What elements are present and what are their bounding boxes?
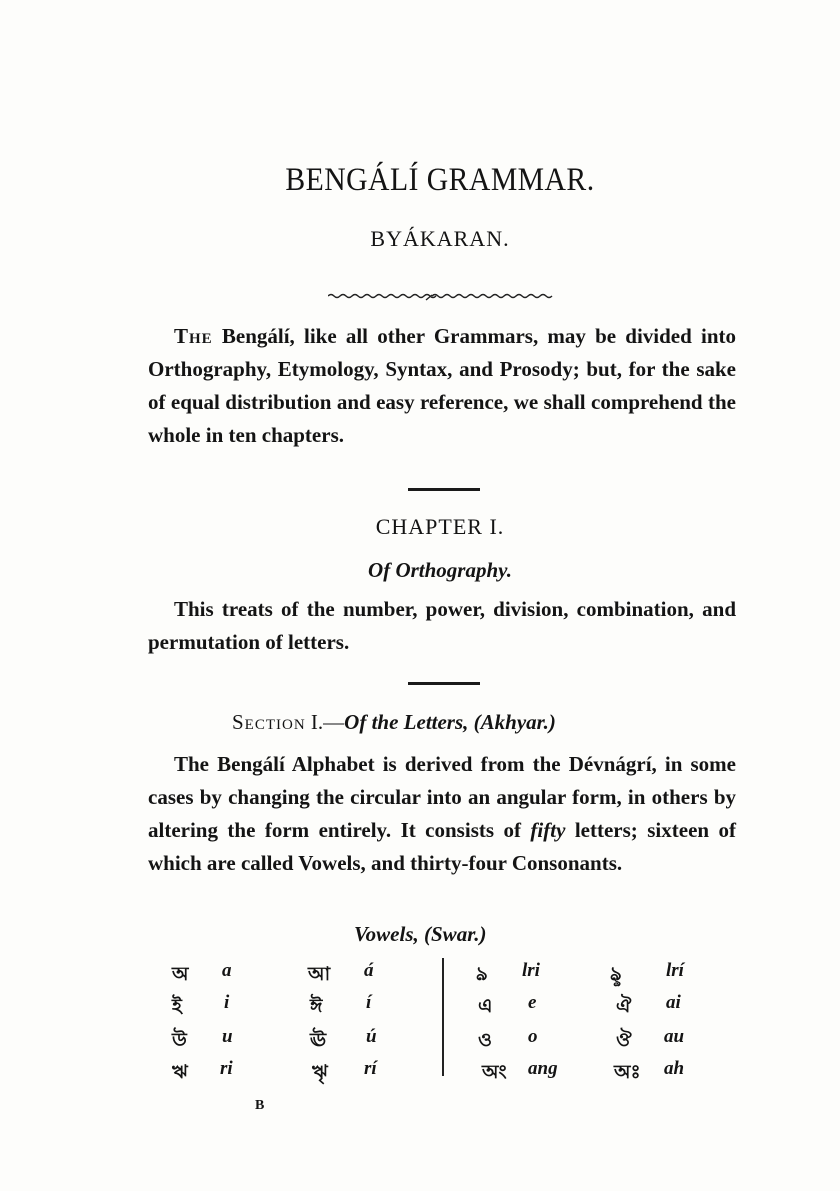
vowel-glyph: ঊ: [310, 1029, 327, 1051]
chapter-heading: CHAPTER I.: [375, 514, 505, 539]
vowel-roman: au: [664, 1026, 685, 1047]
section-label: Section: [232, 710, 306, 734]
page-title: BENGÁLÍ GRAMMAR.: [285, 162, 595, 198]
vowel-glyph: ৠ: [312, 1061, 328, 1083]
section-title: Of the Letters,: [344, 710, 469, 734]
section-number: I.—: [305, 710, 345, 734]
section-heading: [232, 710, 556, 735]
vowel-roman: ai: [666, 992, 681, 1013]
divider-rule-2: [408, 682, 480, 685]
vowel-glyph: ঋ: [172, 1061, 188, 1083]
vowel-glyph: অ: [172, 963, 189, 985]
vowel-glyph: এ: [478, 995, 493, 1017]
chapter-subheading: Of Orthography.: [368, 558, 512, 582]
vowel-roman: e: [528, 992, 537, 1013]
vowel-roman: ah: [664, 1058, 685, 1079]
vowel-glyph: ঈ: [310, 995, 323, 1017]
vowel-roman: a: [222, 960, 232, 981]
vowel-glyph: অঃ: [614, 1061, 641, 1083]
vowel-glyph: অং: [482, 1061, 507, 1083]
vowel-roman: ú: [366, 1026, 377, 1047]
divider-rule-1: [408, 488, 480, 491]
vowel-roman: rí: [364, 1058, 377, 1079]
vowel-roman: lrí: [666, 960, 684, 981]
vowel-glyph: ঔ: [616, 1029, 632, 1051]
page-subtitle: BYÁKARAN.: [370, 226, 510, 251]
vowel-roman: ri: [220, 1058, 233, 1079]
vowel-glyph: ও: [478, 1029, 492, 1051]
chapter-paragraph: This treats of the number, power, division, combination, and permutation of letters.: [148, 597, 736, 654]
alphabet-text-1: The Bengálí Alphabet is derived from the Dévnágrí, in some cases by changing the circular into an angular form, in others by altering the form entirely. It consists of: [148, 752, 736, 842]
vowel-roman: á: [364, 960, 374, 981]
intro-paragraph: [148, 320, 736, 452]
vowels-heading: Vowels, (Swar.): [354, 922, 487, 946]
section-native-title: (Akhyar.): [468, 710, 556, 734]
alphabet-text-2: letters; sixteen of which are called Vowels, and thirty-four Consonants.: [148, 818, 737, 875]
wavy-ornament-rule: [328, 290, 560, 304]
vowel-glyph: উ: [172, 1029, 187, 1051]
signature-mark: B: [255, 1098, 265, 1113]
vowel-roman: í: [366, 992, 372, 1013]
vowel-glyph: ই: [172, 995, 182, 1017]
vowel-glyph: ঐ: [616, 995, 632, 1017]
vowel-glyph: ঌ: [476, 963, 488, 985]
intro-lead-word: The: [174, 324, 213, 348]
vowel-roman: o: [528, 1026, 538, 1047]
vowel-table-divider: [442, 958, 444, 1076]
intro-text: Bengálí, like all other Grammars, may be divided into Orthography, Etymology, Syntax, and Prosody; but, for the sake of equal distribution and easy reference, we shall comprehend the whole in ten chapters.: [148, 324, 736, 447]
vowel-roman: lri: [522, 960, 540, 981]
vowel-roman: ang: [528, 1058, 558, 1079]
vowel-roman: u: [222, 1026, 233, 1047]
vowel-glyph: আ: [308, 963, 331, 985]
vowel-glyph: ৡ: [610, 963, 622, 985]
vowel-roman: i: [224, 992, 230, 1013]
alphabet-paragraph: [148, 748, 736, 880]
alphabet-emphasis: fifty: [530, 818, 566, 842]
